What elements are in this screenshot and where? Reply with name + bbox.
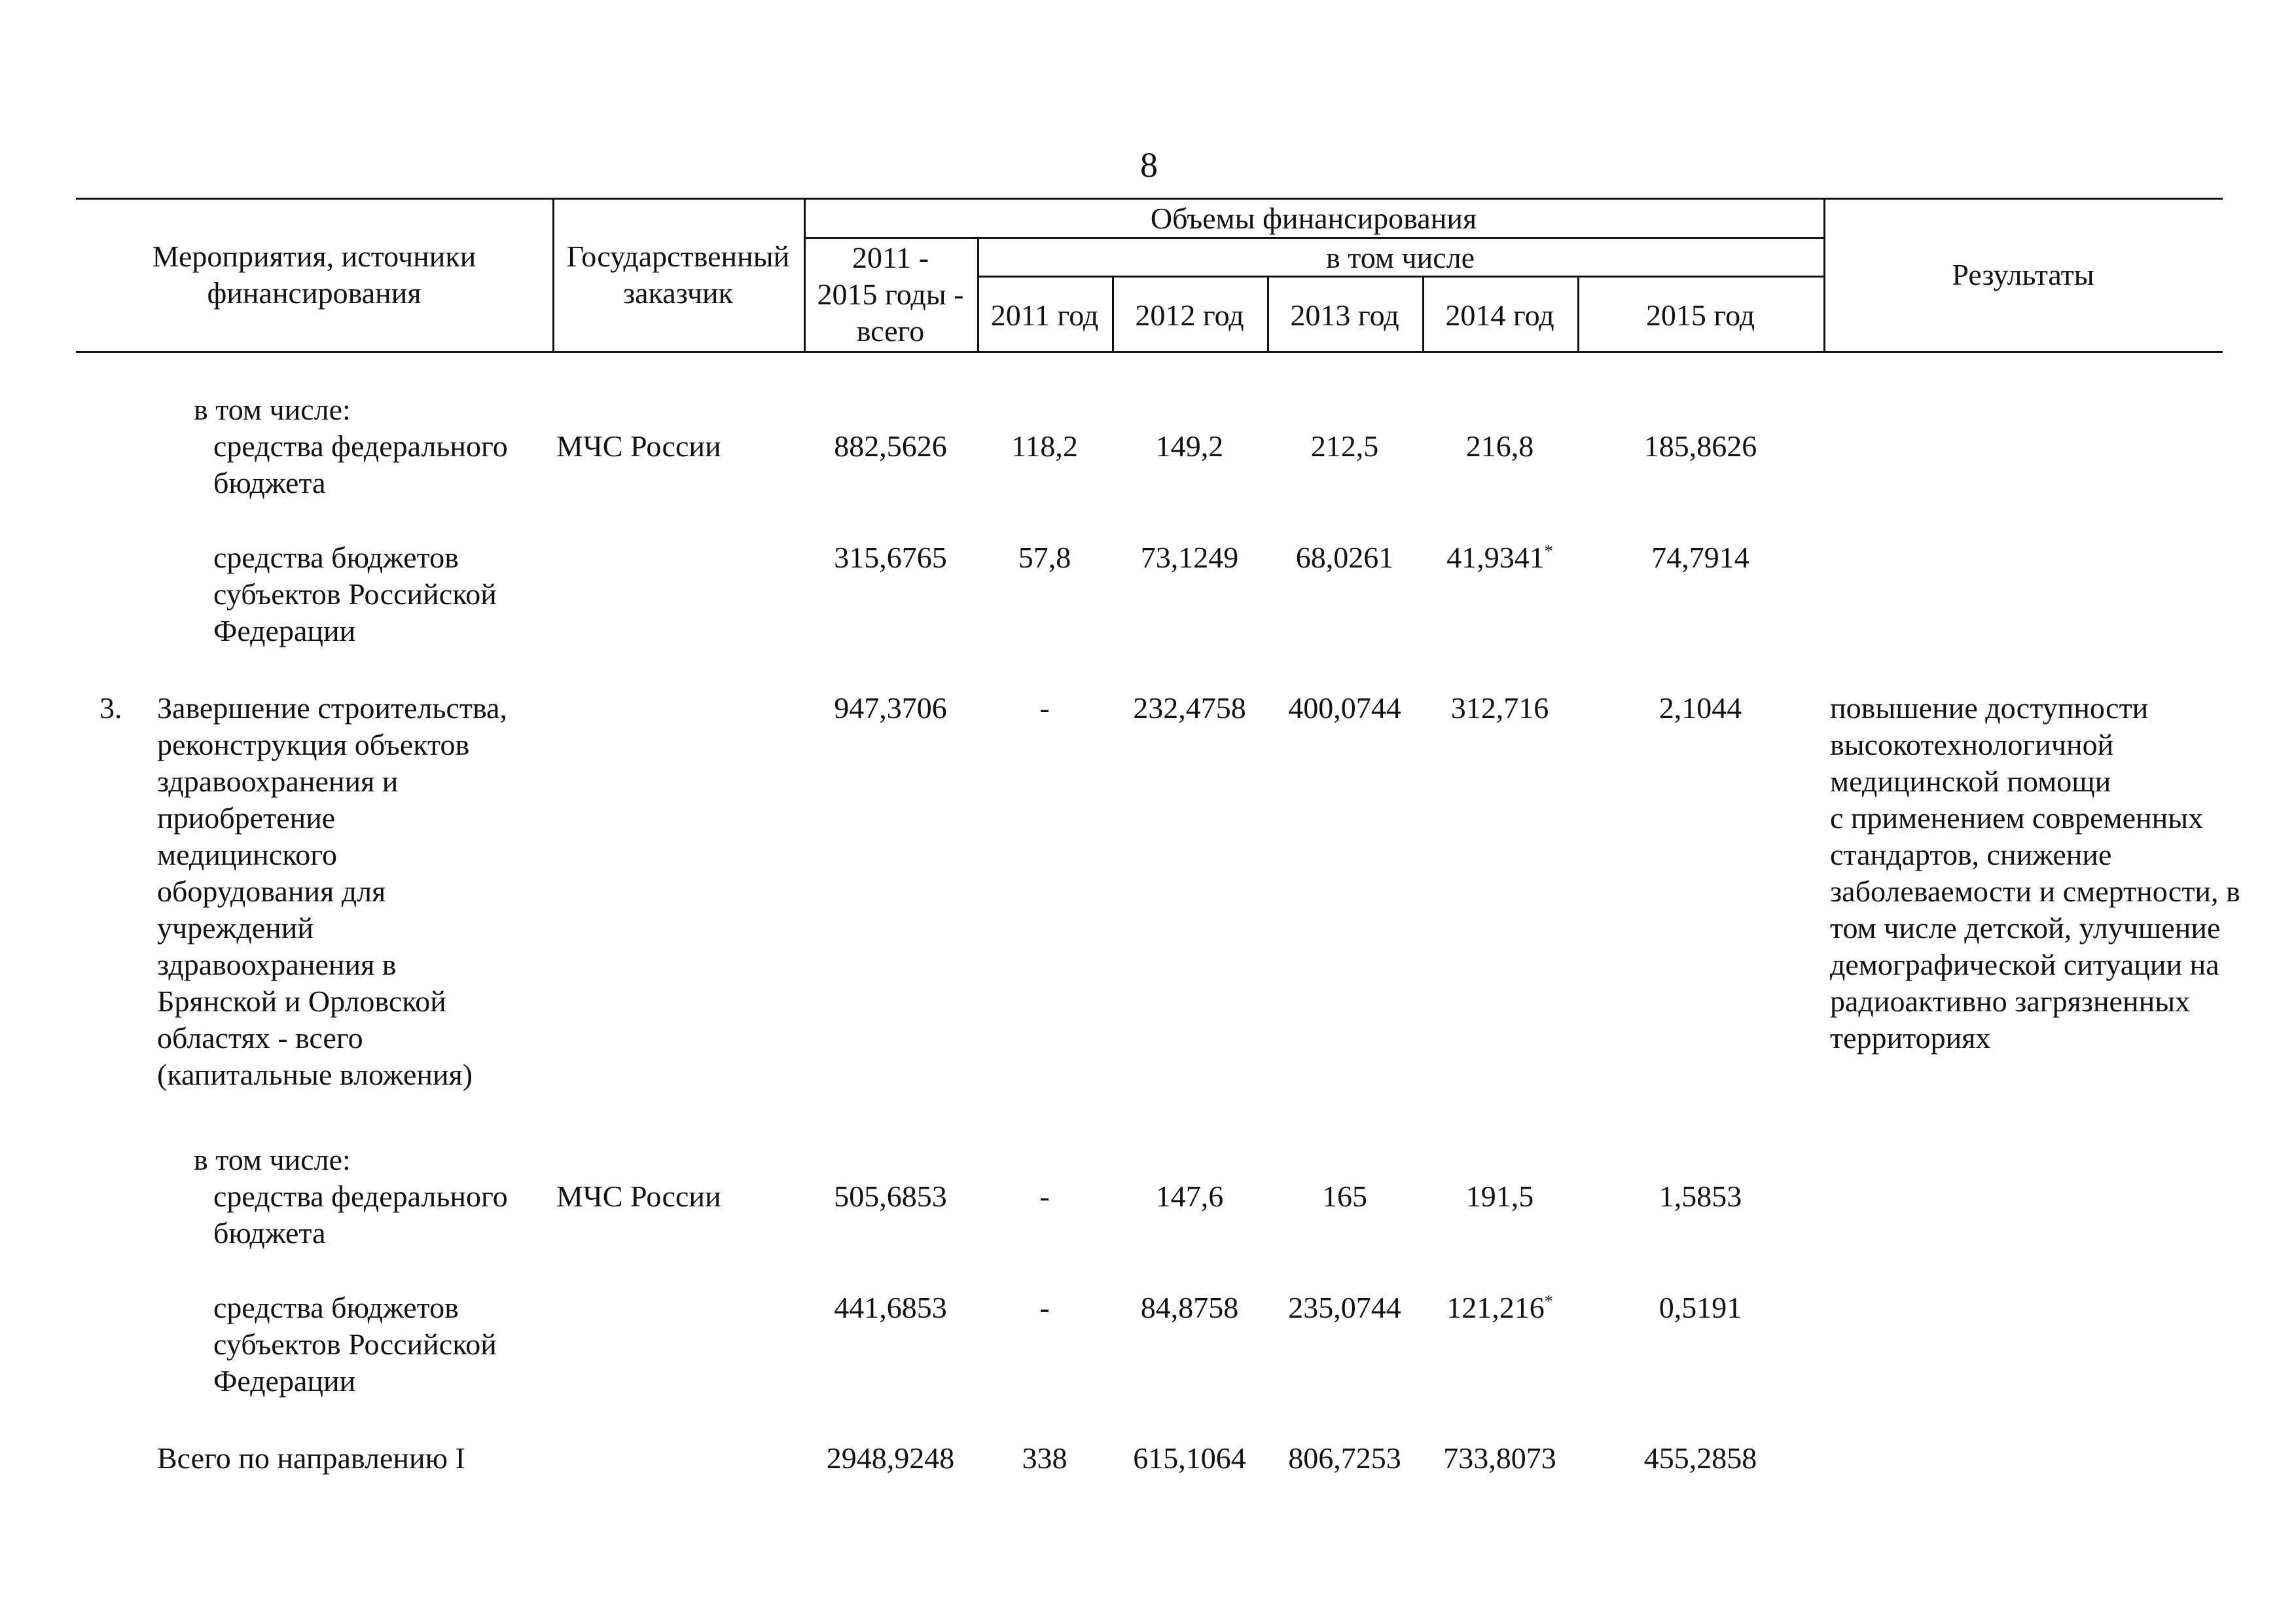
table-top-rule <box>76 198 2223 200</box>
row3-number: 3. <box>99 691 122 725</box>
row6-2013: 806,7253 <box>1288 1441 1401 1475</box>
row4-intro: в том числе: <box>194 1143 351 1176</box>
page-number: 8 <box>1140 145 1158 185</box>
row2-label: средства бюджетов субъектов Российской Федерации <box>213 541 497 647</box>
row4-2014: 191,5 <box>1465 1180 1534 1213</box>
row1-label: средства федерального бюджета <box>213 429 508 499</box>
row4-total: 505,6853 <box>834 1180 947 1213</box>
row5-2014-footnote-mark: * <box>1544 1291 1553 1311</box>
row5-2015: 0,5191 <box>1659 1291 1742 1324</box>
group-title-rule <box>804 237 1823 239</box>
row2-2013: 68,0261 <box>1295 541 1394 574</box>
header-measures: Мероприятия, источники финансирования <box>152 240 476 310</box>
row3-2012: 232,4758 <box>1133 691 1246 725</box>
row5-2014 <box>1422 1290 1577 1326</box>
row4-2015: 1,5853 <box>1659 1180 1742 1213</box>
row2-2011: 57,8 <box>1018 541 1071 574</box>
row6-2012: 615,1064 <box>1133 1441 1246 1475</box>
row1-intro: в том числе: <box>194 393 351 426</box>
header-financing-group: Объемы финансирования <box>1150 202 1477 235</box>
row5-2013: 235,0744 <box>1288 1291 1401 1324</box>
header-year-2014: 2014 год <box>1445 298 1554 332</box>
row3-label: Завершение строительства, реконструкция объектов здравоохранения и приобретение медицинского оборудования для учреждений здравоохранения в Брянской и Орловской областях - всего (капитальные вложения) <box>157 691 508 1091</box>
row6-2015: 455,2858 <box>1643 1441 1757 1475</box>
row3-2014: 312,716 <box>1450 691 1549 725</box>
row3-2015: 2,1044 <box>1659 691 1742 725</box>
row6-2011: 338 <box>1022 1441 1067 1475</box>
header-year-2012: 2012 год <box>1135 298 1244 332</box>
row6-total: 2948,9248 <box>826 1441 955 1475</box>
row3-2011: - <box>1039 691 1050 725</box>
row5-2014-value: 121,216 <box>1446 1291 1545 1324</box>
row3-2013: 400,0744 <box>1288 691 1401 725</box>
header-total: 2011 - 2015 годы - всего <box>817 241 964 348</box>
row5-2012: 84,8758 <box>1140 1291 1239 1324</box>
row4-2012: 147,6 <box>1155 1180 1224 1213</box>
row2-2012: 73,1249 <box>1140 541 1239 574</box>
row2-2015: 74,7914 <box>1651 541 1749 574</box>
row1-2011: 118,2 <box>1011 429 1078 463</box>
row2-2014 <box>1422 539 1577 576</box>
row6-2014: 733,8073 <box>1443 1441 1556 1475</box>
row3-total: 947,3706 <box>834 691 947 725</box>
row1-2013: 212,5 <box>1310 429 1379 463</box>
row5-total: 441,6853 <box>834 1291 947 1324</box>
row5-2011: - <box>1039 1291 1050 1324</box>
row1-2014: 216,8 <box>1465 429 1534 463</box>
header-results: Результаты <box>1952 258 2094 291</box>
row6-label: Всего по направлению I <box>157 1441 465 1475</box>
header-year-2011: 2011 год <box>990 298 1099 332</box>
row1-total: 882,5626 <box>834 429 947 463</box>
row4-label: средства федерального бюджета <box>213 1180 508 1250</box>
row4-2013: 165 <box>1322 1180 1367 1213</box>
header-including: в том числе <box>1326 241 1475 274</box>
row4-2011: - <box>1039 1180 1050 1213</box>
row1-2012: 149,2 <box>1155 429 1224 463</box>
row3-results: повышение доступности высокотехнологичной медицинской помощи с применением современных стандартов, снижение заболеваемости и смертности, в том числе детской, улучшение демографической ситуации на радиоактивно загрязненных территориях <box>1830 691 2240 1055</box>
row5-label: средства бюджетов субъектов Российской Федерации <box>213 1291 497 1398</box>
header-customer: Государственный заказчик <box>566 240 790 310</box>
header-year-2013: 2013 год <box>1290 298 1399 332</box>
row1-2015: 185,8626 <box>1643 429 1757 463</box>
row1-customer: МЧС России <box>556 429 721 463</box>
row2-2014-value: 41,9341 <box>1446 541 1545 574</box>
header-year-2015: 2015 год <box>1645 298 1755 332</box>
row2-2014-footnote-mark: * <box>1544 541 1553 561</box>
row4-customer: МЧС России <box>556 1180 721 1213</box>
header-bottom-rule <box>76 351 2223 353</box>
row2-total: 315,6765 <box>834 541 947 574</box>
